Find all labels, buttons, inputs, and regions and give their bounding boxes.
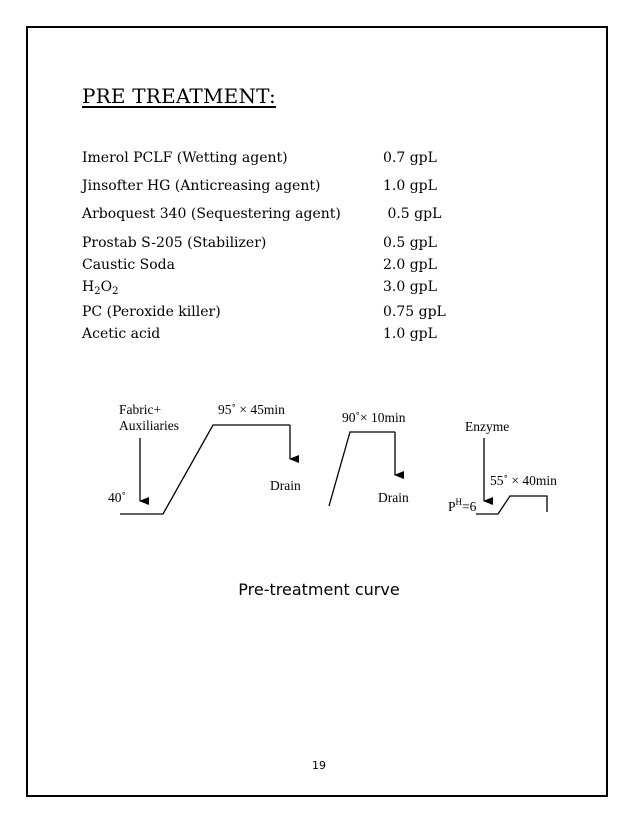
chemical-name: PC (Peroxide killer) <box>82 304 221 320</box>
drain1-label: Drain <box>270 478 301 493</box>
chemical-amount: 0.5 gpL <box>383 206 442 222</box>
chemical-amount: 3.0 gpL <box>383 279 437 295</box>
ph-label: $P^H=6$ <box>448 497 477 514</box>
enzyme-label: Enzyme <box>465 419 510 434</box>
chemical-name: Acetic acid <box>82 326 161 342</box>
chemical-amount: 1.0 gpL <box>383 326 437 342</box>
chemical-amount: 1.0 gpL <box>383 178 437 194</box>
fabric-label-line2: Auxiliaries <box>119 418 179 433</box>
diagram-caption: Pre-treatment curve <box>238 580 400 599</box>
chemical-name: Prostab S-205 (Stabilizer) <box>82 235 267 251</box>
chemical-amount: 0.75 gpL <box>383 304 446 320</box>
chemical-name: Caustic Soda <box>82 257 175 273</box>
stage1-curve <box>120 425 290 514</box>
pretreatment-curve-diagram <box>100 392 560 522</box>
chemical-name-h2o2: $H_2O_2$ <box>82 279 119 297</box>
page-number: 19 <box>312 759 326 772</box>
drain2-label: Drain <box>378 490 409 505</box>
stage3-curve <box>476 496 547 514</box>
stage2-label: 90˚× 10min <box>342 410 406 425</box>
chemical-amount: 0.7 gpL <box>383 150 437 166</box>
chemical-name: Imerol PCLF (Wetting agent) <box>82 150 288 166</box>
chemical-amount: 2.0 gpL <box>383 257 437 273</box>
start-temp-label: 40˚ <box>108 490 126 505</box>
page-title: PRE TREATMENT: <box>82 84 276 108</box>
chemical-name: Arboquest 340 (Sequestering agent) <box>82 206 341 222</box>
chemical-amount: 0.5 gpL <box>383 235 437 251</box>
fabric-label-line1: Fabric+ <box>119 402 162 417</box>
stage1-label: 95˚ × 45min <box>218 402 285 417</box>
stage3-label: 55˚ × 40min <box>490 473 557 488</box>
chemical-name: Jinsofter HG (Anticreasing agent) <box>82 178 321 194</box>
